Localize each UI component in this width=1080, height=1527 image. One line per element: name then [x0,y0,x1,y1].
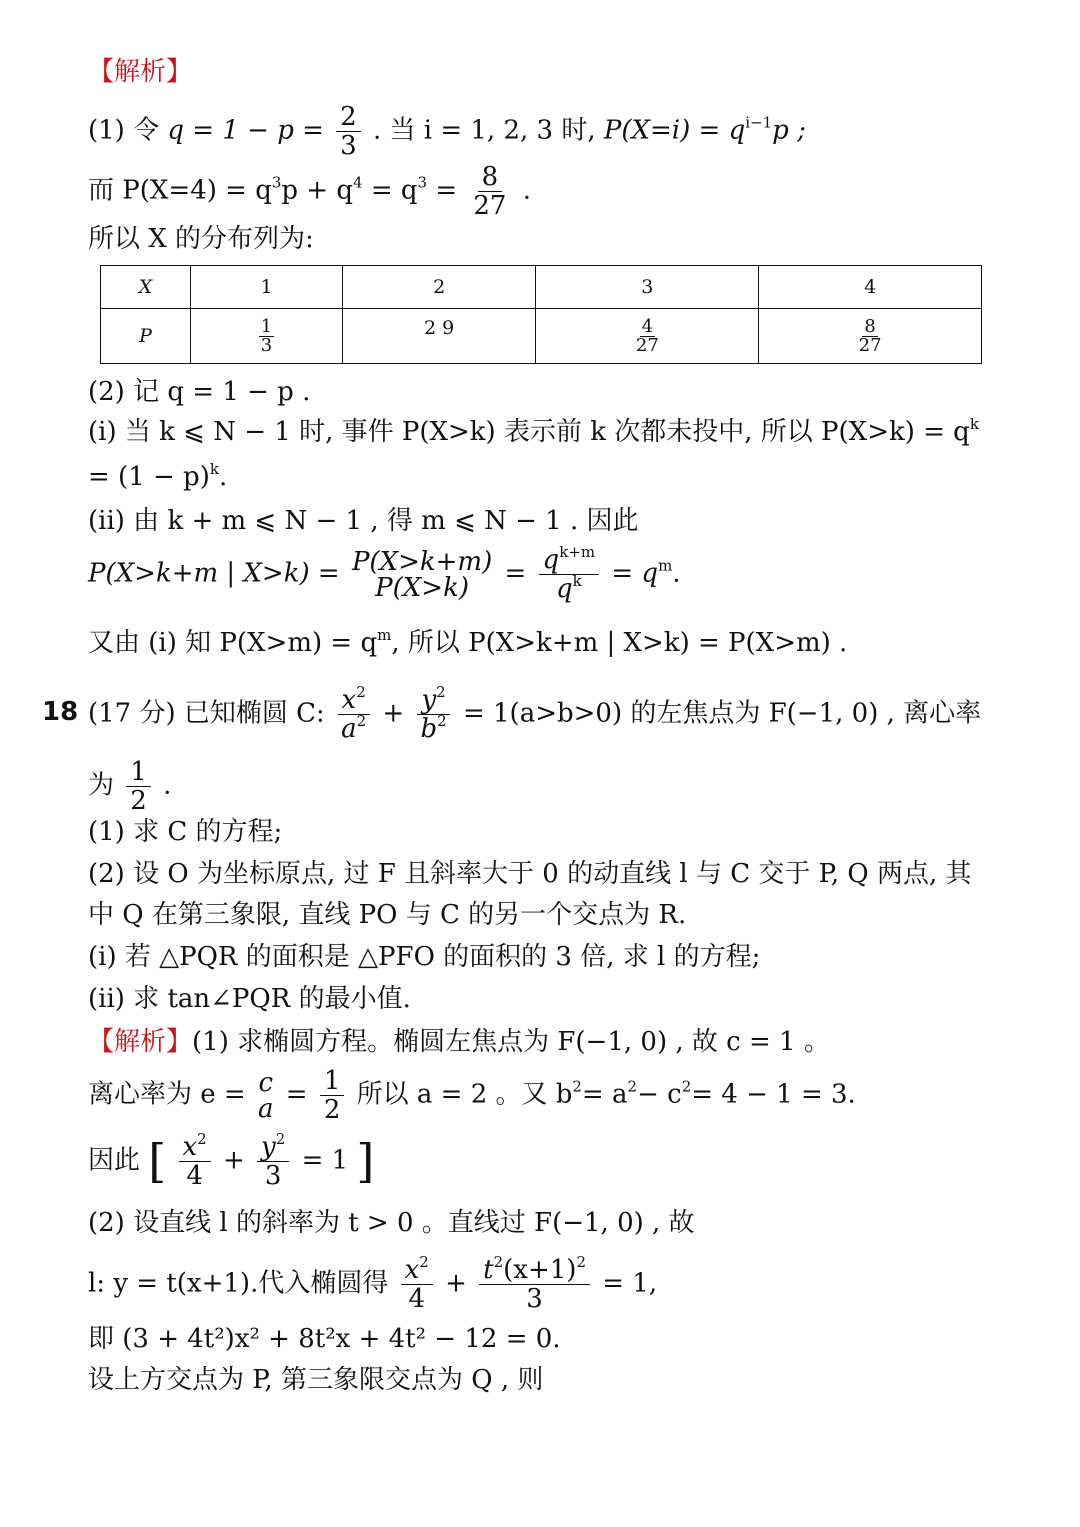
fraction-y2-3: $\frac{y^2}{3}$ [257,1133,289,1190]
table-cell: 1 [191,266,343,309]
fraction-q: $\frac{q^{k+m}}{q^k}$ [539,546,600,603]
p-x4-line: 而 $P(X=4) = q^3p + q^4 = q^3$ = $\frac{8}{27}$ . [88,162,532,221]
table-cell: 4 [759,266,982,309]
q18-part2a: (2) 设 O 为坐标原点, 过 F 且斜率大于 0 的动直线 l 与 C 交于 P, Q 两点, 其 [88,859,972,889]
fraction-x2-4b: $\frac{x^2}{4}$ [401,1256,433,1313]
part2-line: (2) 记 q = 1 − p . [88,377,311,407]
fraction-x2-4: $\frac{x^2}{4}$ [179,1133,211,1190]
substitution-line: l: y = t(x+1).代入椭圆得 $\frac{x^2}{4}$ + $\frac{t^2(x+1)^2}{3}$ = 1, [88,1253,658,1314]
distribution-table [100,265,982,364]
table-cell: $\frac{1}{3}$ [191,309,343,364]
solution-tag-2: 【解析】 [88,1027,193,1057]
q18-part1: (1) 求 C 的方程; [88,817,283,847]
table-row [101,266,982,309]
table-cell: X [101,266,191,309]
q18-solution1: 【解析】(1) 求椭圆方程。椭圆左焦点为 F(−1, 0) , 故 c = 1 。 [88,1027,830,1057]
fraction-x2-a2: $\frac{x^2}{a^2}$ [337,686,370,743]
problem-number: 18 [42,697,79,727]
fraction-2-3: $\frac{2}{3}$ [336,103,361,160]
fraction-y2-b2: $\frac{y^2}{b^2}$ [416,686,450,743]
problem18-statement: (17 分) 已知椭圆 C: $\frac{x^2}{a^2}$ + $\frac{y^2}{b^2}$ = 1(a>b>0) 的左焦点为 F(−1, 0) , 离心率 [88,683,982,744]
memoryless-line: 又由 (i) 知 $P(X>m) = q^m$, 所以 P(X>k+m | X>k) = P(X>m) . [88,626,848,658]
distribution-intro: 所以 X 的分布列为: [88,224,314,254]
table-cell: $\frac{8}{27}$ [759,309,982,364]
ellipse-equation: 因此 [ $\frac{x^2}{4}$ + $\frac{y^2}{3}$ = 1 ] [88,1130,375,1191]
table-cell: 3 [536,266,759,309]
part2i-cont: = $(1 - p)^k$. [88,460,228,492]
fraction-c-a: c a [257,1067,274,1124]
fraction-1-2b: $\frac{1}{2}$ [320,1067,345,1124]
fraction-8-27: $\frac{8}{27}$ [473,162,507,221]
table-cell: 2 9 [342,309,536,364]
fraction-prob: P(X>k+m) P(X>k) [351,546,493,603]
conditional-prob-line: P(X>k+m | X>k) = P(X>k+m) P(X>k) = $\frac{q^{k+m}}{q^k}$ = $q^m$. [88,543,681,604]
fraction-1-2: $\frac{1}{2}$ [126,758,151,815]
table-row [101,309,982,364]
part2i-line: (i) 当 k ⩽ N − 1 时, 事件 P(X>k) 表示前 k 次都未投中, 所以 $P(X>k) = q^k$ [88,415,979,447]
part1-line: (1) 令 q = 1 − p = $\frac{2}{3}$ . 当 i = 1, 2, 3 时, $P(X=i) = q^{i-1}p$ ; [88,102,806,161]
fraction-t2: $\frac{t^2(x+1)^2}{3}$ [479,1256,590,1313]
q18-solution2: (2) 设直线 l 的斜率为 t > 0 。直线过 F(−1, 0) , 故 [88,1208,695,1238]
part2ii-line: (ii) 由 k + m ⩽ N − 1 , 得 m ⩽ N − 1 . 因此 [88,506,639,536]
quadratic-line: 即 (3 + 4t²)x² + 8t²x + 4t² − 12 = 0. [88,1324,561,1354]
q18-part2b: 中 Q 在第三象限, 直线 PO 与 C 的另一个交点为 R. [88,900,687,930]
table-cell: P [101,309,191,364]
table-cell: 2 [342,266,536,309]
table-cell: $\frac{4}{27}$ [536,309,759,364]
eccentricity-line: 为 $\frac{1}{2}$ . [88,757,172,816]
solution-tag: 【解析】 [88,57,193,87]
q18-part2i: (i) 若 △PQR 的面积是 △PFO 的面积的 3 倍, 求 l 的方程; [88,942,761,972]
intersection-line: 设上方交点为 P, 第三象限交点为 Q , 则 [88,1365,544,1395]
q18-part2ii: (ii) 求 tan∠PQR 的最小值. [88,984,411,1014]
eccentricity-calc: 离心率为 e = c a = $\frac{1}{2}$ 所以 a = 2 。又 $b^2= a^2- c^2= 4 - 1 = 3$. [88,1066,856,1125]
